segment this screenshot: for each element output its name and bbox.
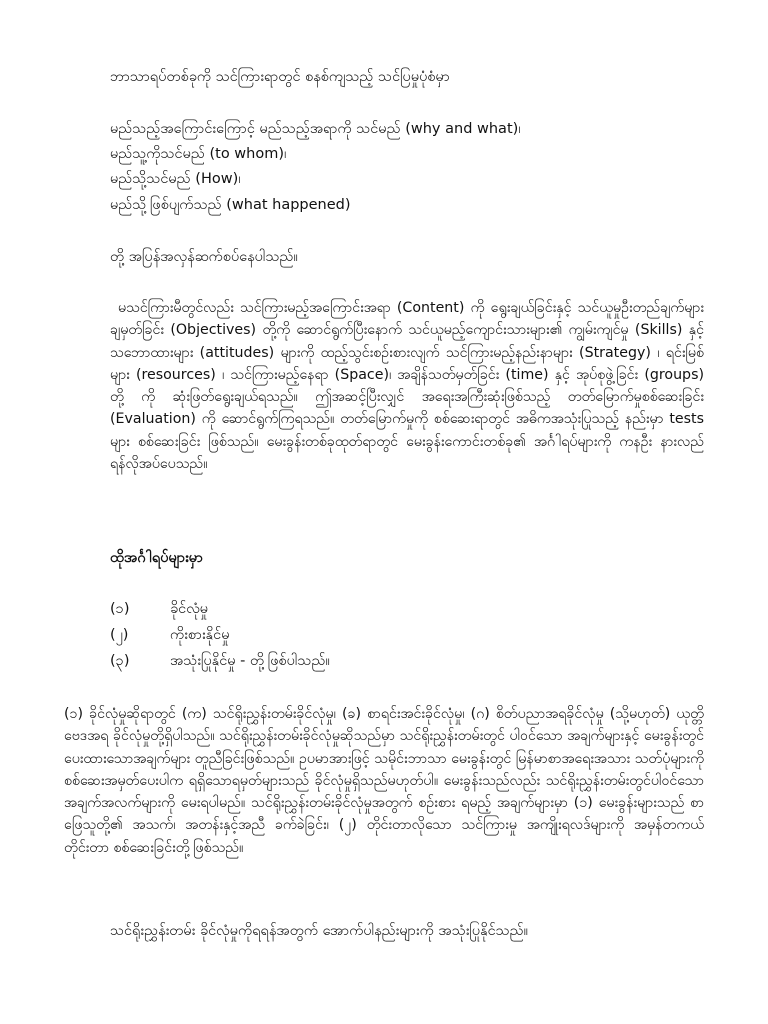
question-how: မည်သို့သင်မည် (How)၊: [110, 171, 241, 187]
closing-line: သင်ရိုးညွှန်းတမ်း ခိုင်လုံမှုကိုရရန်အတွက် အောက်ပါနည်းများကို အသုံးပြုနိုင်သည်။: [110, 923, 529, 939]
list-item-text: အသုံးပြုနိုင်မှု - တို့ဖြစ်ပါသည်။: [170, 653, 330, 669]
questions-closing-line: တို့ အပြန်အလှန်ဆက်စပ်နေပါသည်။: [110, 249, 298, 265]
list-item-number: (၃): [110, 653, 130, 669]
list-item-number: (၁): [110, 601, 130, 617]
section-heading: ထိုအင်္ဂါရပ်များမှာ: [110, 550, 204, 566]
question-what-happened: မည်သို့ဖြစ်ပျက်သည် (what happened): [110, 197, 351, 213]
intro-line: ဘာသာရပ်တစ်ခုကို သင်ကြားရာတွင် စနစ်ကျသည့် သင်ပြမှုပုံစံမှာ: [110, 69, 450, 85]
list-item: [110, 598, 208, 620]
list-item-number: (၂): [110, 627, 129, 643]
question-to-whom: မည်သူ့ကိုသင်မည် (to whom)၊: [110, 146, 287, 162]
paragraph-content-objectives: မသင်ကြားမီတွင်လည်း သင်ကြားမည့်အကြောင်းအရာ (Content) ကို ရွေးချယ်ခြင်းနှင့် သင်ယူမှုဦးတည်ချက်များ ချမှတ်ခြင်း (Objectives) တို့ကို ဆောင်ရွက်ပြီးနောက် သင်ယူမည့်ကျောင်းသားများ၏ ကျွမ်းကျင်မှု (Skills) နှင့် သဘောထားများ (attitudes) များကို ထည့်သွင်းစဉ်းစားလျက် သင်ကြားမည့်နည်းနာများ (Strategy) ၊ ရင်းမြစ်များ (resources) ၊ သင်ကြားမည့်နေရာ (Space)၊ အချိန်သတ်မှတ်ခြင်း (time) နှင့် အုပ်စုဖွဲ့ခြင်း (groups) တို့ ကို ဆုံးဖြတ်ရွေးချယ်ရသည်။ ဤအဆင့်ပြီးလျှင် အရေးအကြီးဆုံးဖြစ်သည့် တတ်မြောက်မှုစစ်ဆေးခြင်း (Evaluation) ကို ဆောင်ရွက်ကြရသည်။ တတ်မြောက်မှုကို စစ်ဆေးရာတွင် အဓိကအသုံးပြုသည့် နည်းမှာ tests များ စစ်ဆေးခြင်း ဖြစ်သည်။ မေးခွန်းတစ်ခုထုတ်ရာတွင် မေးခွန်းကောင်းတစ်ခု၏ အင်္ဂါရပ်များကို ကနဦး နားလည်ရန်လိုအပ်ပေသည်။: [110, 300, 704, 473]
list-item-text: ခိုင်လုံမှု: [170, 601, 209, 617]
list-item: [110, 624, 230, 646]
paragraph-validity: (၁) ခိုင်လုံမှုဆိုရာတွင် (က) သင်ရိုးညွှန်းတမ်းခိုင်လုံမှု၊ (ခ) စာရင်းအင်းခိုင်လုံမှု၊ (ဂ) စိတ်ပညာအရခိုင်လုံမှု (သို့မဟုတ်) ယုတ္တိဗေဒအရ ခိုင်လုံမှုတို့ရှိပါသည်။ သင်ရိုးညွှန်းတမ်းခိုင်လုံမှုဆိုသည်မှာ သင်ရိုးညွှန်းတမ်းတွင် ပါဝင်သော အချက်များနှင့် မေးခွန်းတွင် ပေးထားသောအချက်များ တူညီခြင်းဖြစ်သည်။ ဥပမာအားဖြင့် သမိုင်းဘာသာ မေးခွန်းတွင် မြန်မာစာအရေးအသား သတ်ပုံများကို စစ်ဆေးအမှတ်ပေးပါက ရရှိသောရမှတ်များသည် ခိုင်လုံမှုရှိသည်မဟုတ်ပါ။ မေးခွန်းသည်လည်း သင်ရိုးညွှန်းတမ်းတွင်ပါဝင်သော အချက်အလက်များကို မေးရပါမည်။ သင်ရိုးညွှန်းတမ်းခိုင်လုံမှုအတွက် စဉ်းစား ရမည့် အချက်များမှာ (၁) မေးခွန်းများသည် စာဖြေသူတို့၏ အသက်၊ အတန်းနှင့်အညီ ခက်ခဲခြင်း၊ (၂) တိုင်းတာလိုသော သင်ကြားမှု အကျိုးရလဒ်များကို အမှန်တကယ် တိုင်းတာ စစ်ဆေးခြင်းတို့ဖြစ်သည်။: [64, 706, 704, 856]
list-item-text: ကိုးစားနိုင်မှု: [170, 627, 230, 643]
question-why-what: မည်သည့်အကြောင်းကြောင့် မည်သည့်အရာကို သင်မည် (why and what)၊: [110, 121, 521, 137]
list-item: [110, 650, 330, 672]
